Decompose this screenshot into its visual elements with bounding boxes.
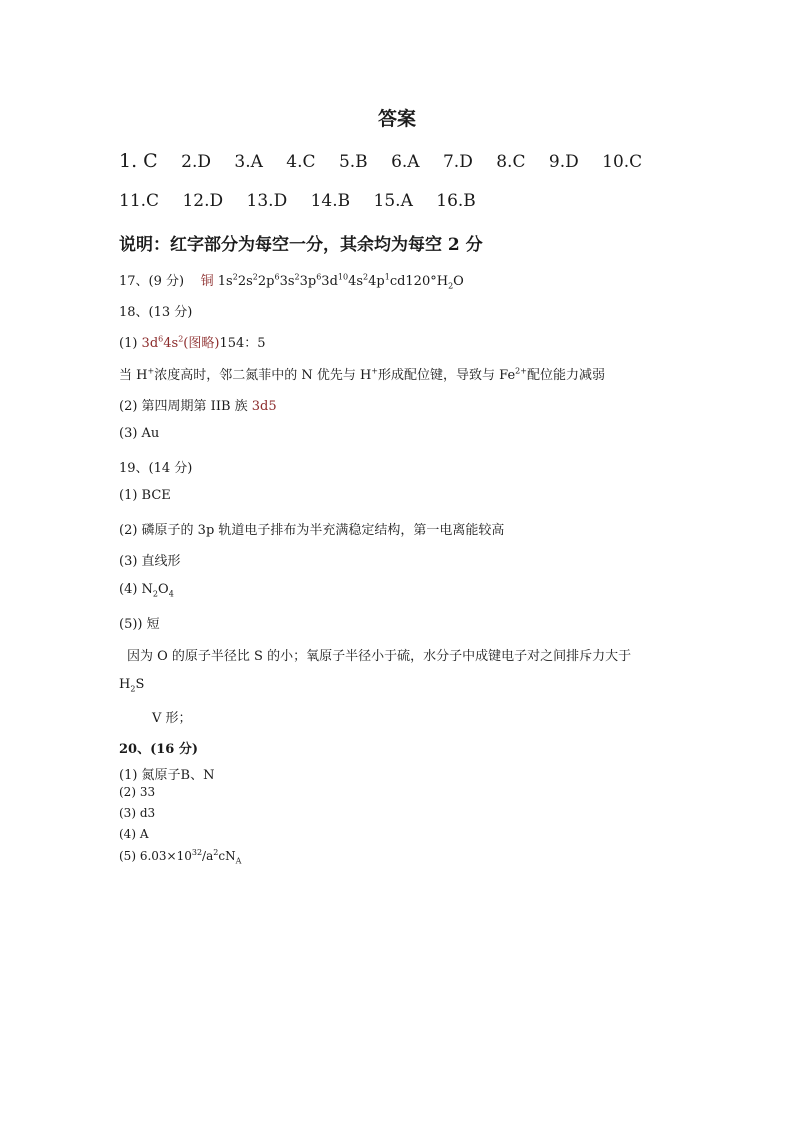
superscript: 2 xyxy=(178,334,184,344)
red-text: (图略) xyxy=(183,336,220,351)
q17-tail: O xyxy=(453,274,464,289)
mc-row-1 xyxy=(119,150,660,172)
config-part: 1s xyxy=(217,274,233,289)
superscript: 32 xyxy=(191,848,203,857)
q18-explanation xyxy=(119,364,605,383)
text: H xyxy=(119,677,131,692)
mc-row-2 xyxy=(119,191,494,211)
superscript: 1 xyxy=(384,272,390,282)
subscript: 2 xyxy=(448,281,454,291)
mc-answer: 5.B xyxy=(338,152,368,172)
mc-answer: 7.D xyxy=(442,152,473,172)
mc-answer: 4.C xyxy=(286,152,316,172)
mc-answer: 10.C xyxy=(602,152,643,172)
text: (5) 6.03×10 xyxy=(119,849,192,863)
q17-tail: cd120°H xyxy=(389,274,449,289)
mc-answer: 15.A xyxy=(373,191,413,211)
q17-line xyxy=(119,270,464,291)
red-text: 3d xyxy=(141,336,159,351)
superscript: 2 xyxy=(232,272,238,282)
text: O xyxy=(158,582,169,597)
mc-answer: 13.D xyxy=(246,191,288,211)
config-part: 3s xyxy=(279,274,295,289)
q18-part2 xyxy=(119,395,277,414)
text: cN xyxy=(218,849,236,863)
mc-answer: 8.C xyxy=(496,152,526,172)
config-part: 3p xyxy=(299,274,317,289)
mc-answer: 6.A xyxy=(391,152,420,172)
superscript: 10 xyxy=(337,272,349,282)
q19-part4 xyxy=(119,582,174,599)
config-part: 2s xyxy=(237,274,253,289)
q20-part3: (3) d3 xyxy=(119,806,156,820)
q17-heading: 17、(9 分) xyxy=(119,274,185,289)
q20-part1: (1) 氮原子B、N xyxy=(119,768,215,783)
mc-answer: 16.B xyxy=(436,191,476,211)
text: S xyxy=(135,677,145,692)
q19-part3: (3) 直线形 xyxy=(119,554,181,569)
text: 当 H xyxy=(119,368,148,383)
mc-answer: 12.D xyxy=(182,191,224,211)
mc-answer: 9.D xyxy=(548,152,579,172)
text: 形成配位键，导致与 Fe xyxy=(378,368,516,383)
text: 浓度高时，邻二氮菲中的 N 优先与 H xyxy=(154,368,372,383)
q18-part3: (3) Au xyxy=(119,426,160,441)
config-part: 4s xyxy=(348,274,364,289)
subscript: 2 xyxy=(152,589,159,599)
q19-explanation: 因为 O 的原子半径比 S 的小；氧原子半径小于硫，水分子中成键电子对之间排斥力大于 xyxy=(127,649,632,664)
mc-answer: 1. C xyxy=(119,150,158,172)
part-label: (1) xyxy=(119,336,142,351)
mc-answer: 2.D xyxy=(181,152,211,172)
config-part: 4p xyxy=(368,274,385,289)
subscript: 2 xyxy=(130,684,136,694)
q18-part1 xyxy=(119,332,266,351)
q19-heading: 19、(14 分) xyxy=(119,461,193,476)
mc-answer: 11.C xyxy=(119,191,160,211)
q20-part5 xyxy=(119,848,241,865)
scoring-note: 说明：红字部分为每空一分，其余均为每空 2 分 xyxy=(119,235,483,255)
q20-part4: (4) A xyxy=(119,827,149,841)
superscript: 6 xyxy=(316,272,322,282)
superscript: 2 xyxy=(363,272,369,282)
q19-explanation-cont xyxy=(119,677,144,694)
superscript: 6 xyxy=(274,272,280,282)
red-text: 4s xyxy=(163,336,179,351)
subscript: A xyxy=(235,856,242,866)
q19-part2: (2) 磷原子的 3p 轨道电子排布为半充满稳定结构，第一电离能较高 xyxy=(119,523,505,538)
subscript: 4 xyxy=(168,589,174,599)
superscript: 6 xyxy=(158,334,164,344)
superscript: + xyxy=(371,366,378,376)
q17-answer-red: 铜 xyxy=(200,274,214,289)
text: 配位能力减弱 xyxy=(526,368,605,383)
superscript: 2 xyxy=(294,272,300,282)
text: (4) N xyxy=(119,582,153,597)
q20-heading: 20、(16 分) xyxy=(119,742,199,757)
superscript: 2 xyxy=(213,848,219,857)
config-part: 2p xyxy=(257,274,275,289)
superscript: 2 xyxy=(252,272,258,282)
superscript: + xyxy=(147,366,155,376)
red-text: 3d5 xyxy=(251,399,277,414)
page-title: 答案 xyxy=(377,108,416,130)
answer-text: 154：5 xyxy=(219,336,266,351)
text: /a xyxy=(202,849,214,863)
config-part: 3d xyxy=(321,274,338,289)
q20-part2: (2) 33 xyxy=(119,785,156,799)
q18-heading: 18、(13 分) xyxy=(119,305,193,320)
mc-answer: 3.A xyxy=(234,152,263,172)
q19-part5: (5)) 短 xyxy=(119,617,160,632)
q19-part1: (1) BCE xyxy=(119,488,171,503)
superscript: 2+ xyxy=(515,366,527,376)
q19-shape: V 形； xyxy=(152,711,192,726)
mc-answer: 14.B xyxy=(310,191,351,211)
text: (2) 第四周期第 IIB 族 xyxy=(119,399,252,414)
